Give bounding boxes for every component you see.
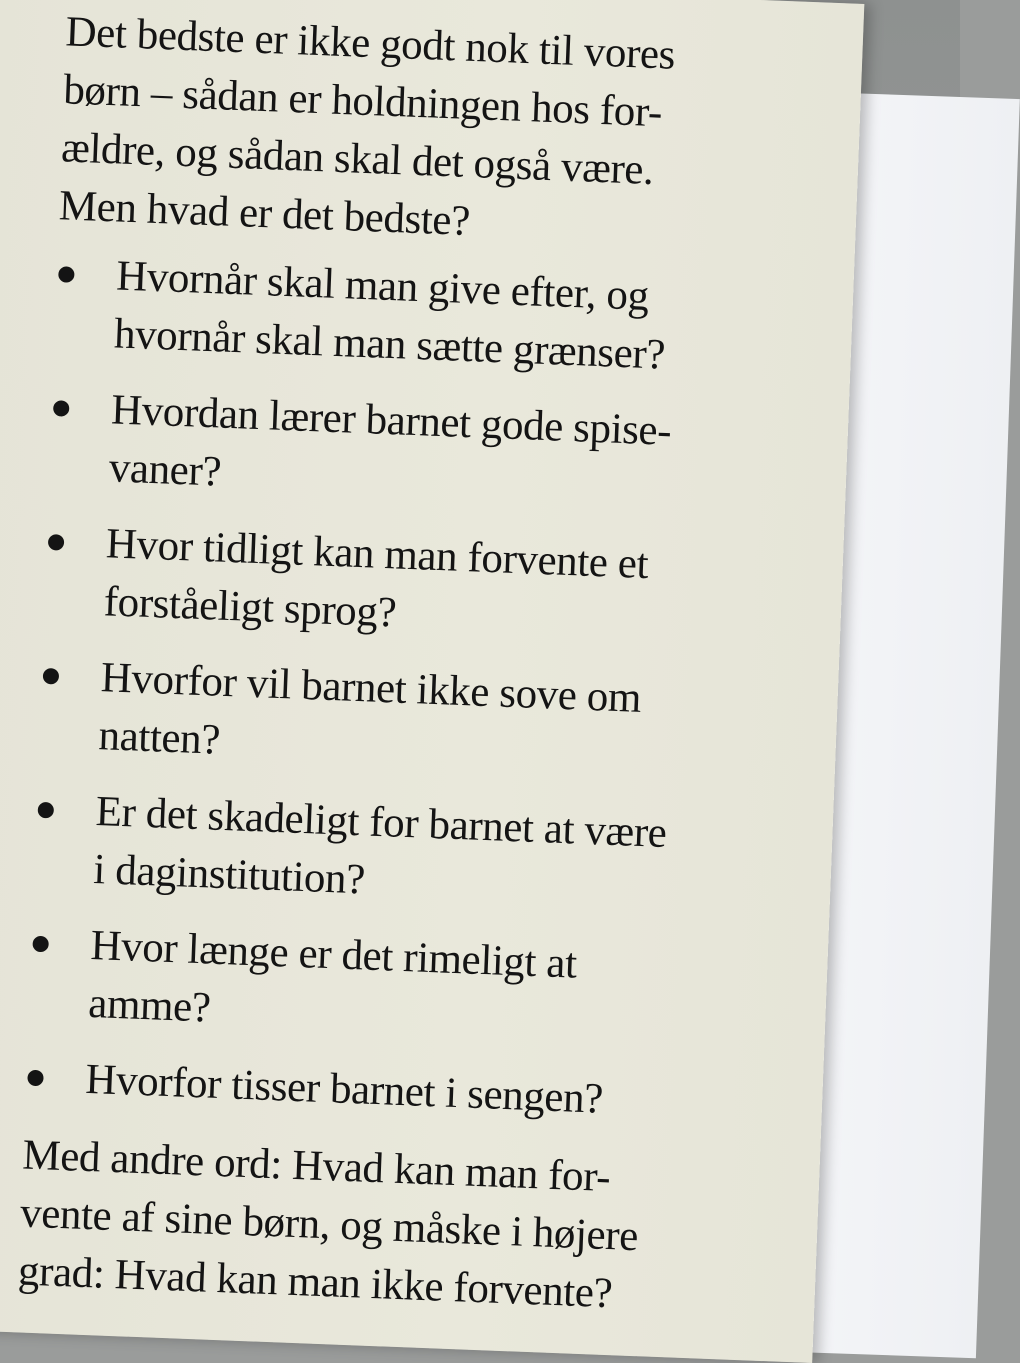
question-line: forståeligt sprog? <box>102 578 398 637</box>
question-line: Hvornår skal man give efter, og <box>115 252 650 320</box>
intro-line: børn – sådan er holdningen hos for- <box>62 66 663 137</box>
list-item <box>27 915 751 1059</box>
question-line: Er det skadeligt for barnet at være <box>94 788 668 857</box>
bullet-icon <box>58 266 75 283</box>
question-line: Hvor tidligt kan man forvente et <box>105 520 650 589</box>
page-content <box>17 3 786 1328</box>
outro-paragraph <box>17 1127 743 1329</box>
intro-line: Men hvad er det bedste? <box>58 182 471 245</box>
question-line: Hvorfor tisser barnet i sengen? <box>84 1055 604 1123</box>
intro-line: ældre, og sådan skal det også være. <box>60 124 655 194</box>
list-item <box>48 379 772 523</box>
bullet-icon <box>37 802 54 819</box>
intro-paragraph <box>58 3 786 262</box>
bullet-icon <box>27 1070 44 1087</box>
question-line: vaner? <box>108 444 222 496</box>
outro-line: vente af sine børn, og måske i højere <box>19 1189 639 1261</box>
list-item <box>43 513 767 657</box>
question-list <box>24 245 777 1134</box>
question-line: amme? <box>87 979 212 1032</box>
outro-line: grad: Hvad kan man ikke forvente? <box>17 1247 614 1318</box>
list-item <box>32 781 756 925</box>
list-item <box>38 647 762 791</box>
bullet-icon <box>53 400 70 417</box>
list-item <box>24 1049 746 1135</box>
bullet-icon <box>43 668 60 685</box>
question-line: natten? <box>97 712 221 764</box>
question-line: Hvordan lærer barnet gode spise- <box>110 386 673 455</box>
question-line: Hvor længe er det rimeligt at <box>89 921 578 988</box>
bullet-icon <box>48 534 65 551</box>
question-line: i daginstitution? <box>92 846 366 904</box>
bullet-icon <box>32 936 49 953</box>
question-line: hvornår skal man sætte grænser? <box>113 310 666 379</box>
list-item <box>53 245 777 389</box>
intro-line: Det bedste er ikke godt nok til vores <box>64 8 676 79</box>
outro-line: Med andre ord: Hvad kan man for- <box>21 1131 612 1202</box>
question-line: Hvorfor vil barnet ikke sove om <box>100 654 642 722</box>
